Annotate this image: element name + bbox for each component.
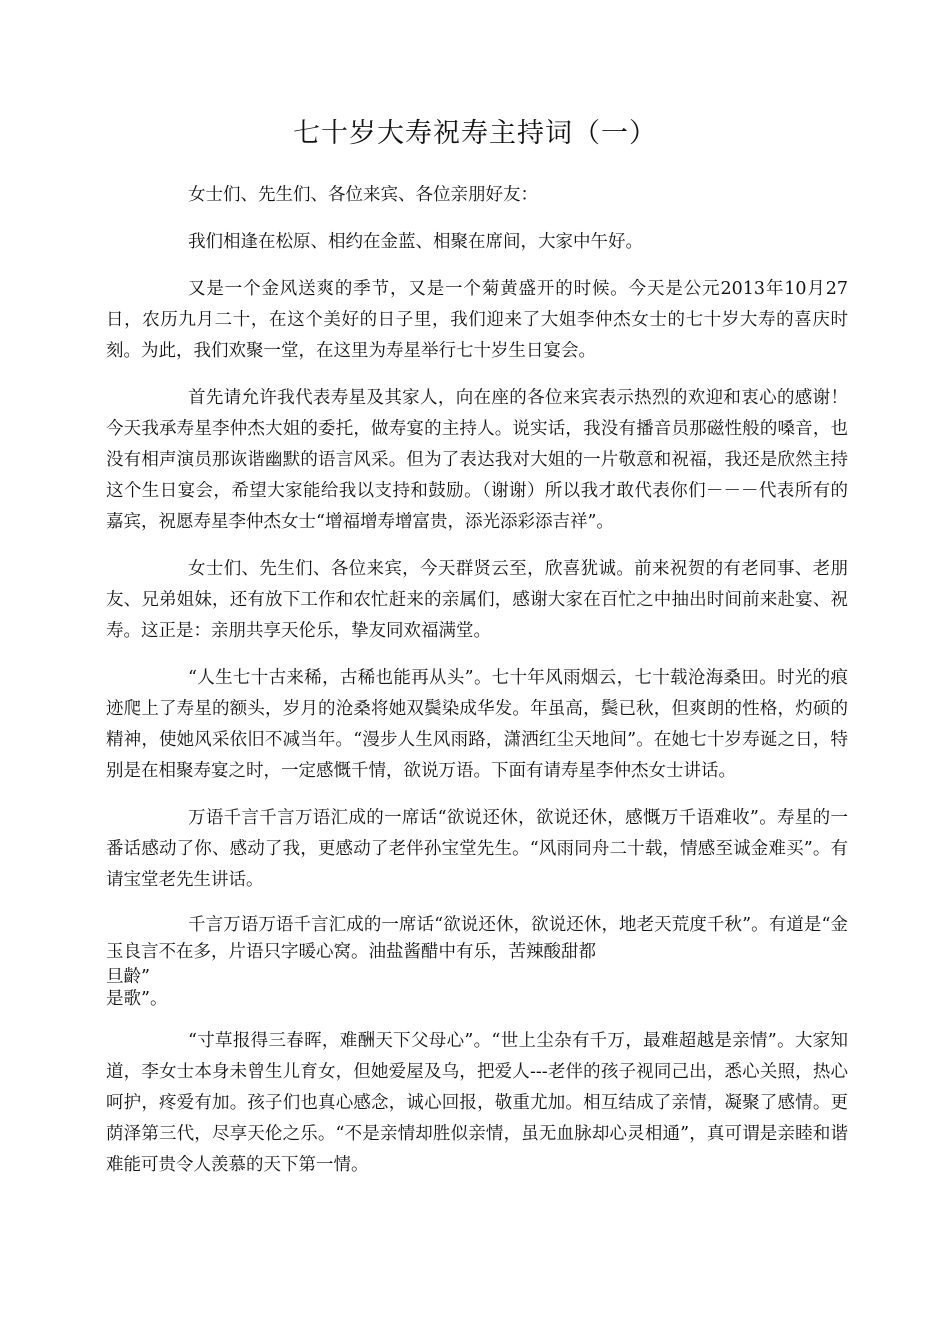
document-title: 七十岁大寿祝寿主持词（一） [293,118,657,149]
paragraph-greeting: 女士们、先生们、各位来宾、各位亲朋好友： [188,185,538,205]
paragraph-family: “寸草报得三春晖，难酬天下父母心”。“世上尘杂有千万，最难超越是亲情”。大家知道，李女士本身未曾生儿育女，但她爱屋及乌，把爱人---老伴的孩子视同己出，悉心关照，热心呵护，疼爱有加。孩子们也真心感念，诚心回报，敬重尤加。相互结成了亲情，凝聚了感情。更荫泽第三代，尽享天伦之乐。“不是亲情却胜似亲情，虽无血脉却心灵相通”，真可谓是亲睦和谐难能可贵令人羡慕的天下第一情。 [106,1031,848,1175]
document-body [106,180,848,1197]
paragraph-spouse: 万语千言千言万语汇成的一席话“欲说还休，欲说还休，感慨万千语难收”。寿星的一番话感动了你、感动了我，更感动了老伴孙宝堂先生。“风雨同舟二十载，情感至诚金难买”。有请宝堂老先生讲话。 [106,808,848,890]
paragraph-guests: 女士们、先生们、各位来宾，今天群贤云至，欣喜犹诚。前来祝贺的有老同事、老朋友、兄弟姐妹，还有放下工作和农忙赶来的亲属们，感谢大家在百忙之中抽出时间前来赴宴、祝寿。这正是：亲朋共享天伦乐，挚友同欢福满堂。 [106,559,848,641]
paragraph-proverb-continuation [106,966,848,1010]
paragraph-welcome: 我们相逢在松原、相约在金蓝、相聚在席间，大家中午好。 [188,232,643,252]
paragraph-occasion: 又是一个金风送爽的季节，又是一个菊黄盛开的时候。今天是公元2013年10月27日，农历九月二十，在这个美好的日子里，我们迎来了大姐李仲杰女士的七十岁大寿的喜庆时刻。为此，我们欢聚一堂，在这里为寿星举行七十岁生日宴会。 [106,279,848,361]
overflow-fragment: 是歌”。 [106,989,168,1009]
paragraph-birthday-star: “人生七十古来稀，古稀也能再从头”。七十年风雨烟云，七十载沧海桑田。时光的痕迹爬上了寿星的额头，岁月的沧桑将她双鬓染成华发。年虽高，鬓已秋，但爽朗的性格，灼硕的精神，使她风采依旧不减当年。“漫步人生风雨路，潇洒红尘天地间”。在她七十岁寿诞之日，特别是在相聚寿宴之时，一定感慨千情，欲说万语。下面有请寿星李仲杰女士讲话。 [106,668,848,781]
overflow-fragment: 旦齡” [106,967,150,987]
paragraph-host-intro: 首先请允许我代表寿星及其家人，向在座的各位来宾表示热烈的欢迎和衷心的感谢！今天我承寿星李仲杰大姐的委托，做寿宴的主持人。说实话，我没有播音员那磁性般的嗓音，也没有相声演员那诙谐幽默的语言风采。但为了表达我对大姐的一片敬意和祝福，我还是欣然主持这个生日宴会，希望大家能给我以支持和鼓励。（谢谢）所以我才敢代表你们－－－代表所有的嘉宾，祝愿寿星李仲杰女士“增福增寿增富贵，添光添彩添吉祥”。 [106,388,848,532]
paragraph-proverb: 千言万语万语千言汇成的一席话“欲说还休，欲说还休，地老天荒度千秋”。有道是“金玉良言不在多，片语只字暖心窝。油盐酱醋中有乐，苦辣酸甜都 [106,915,848,962]
